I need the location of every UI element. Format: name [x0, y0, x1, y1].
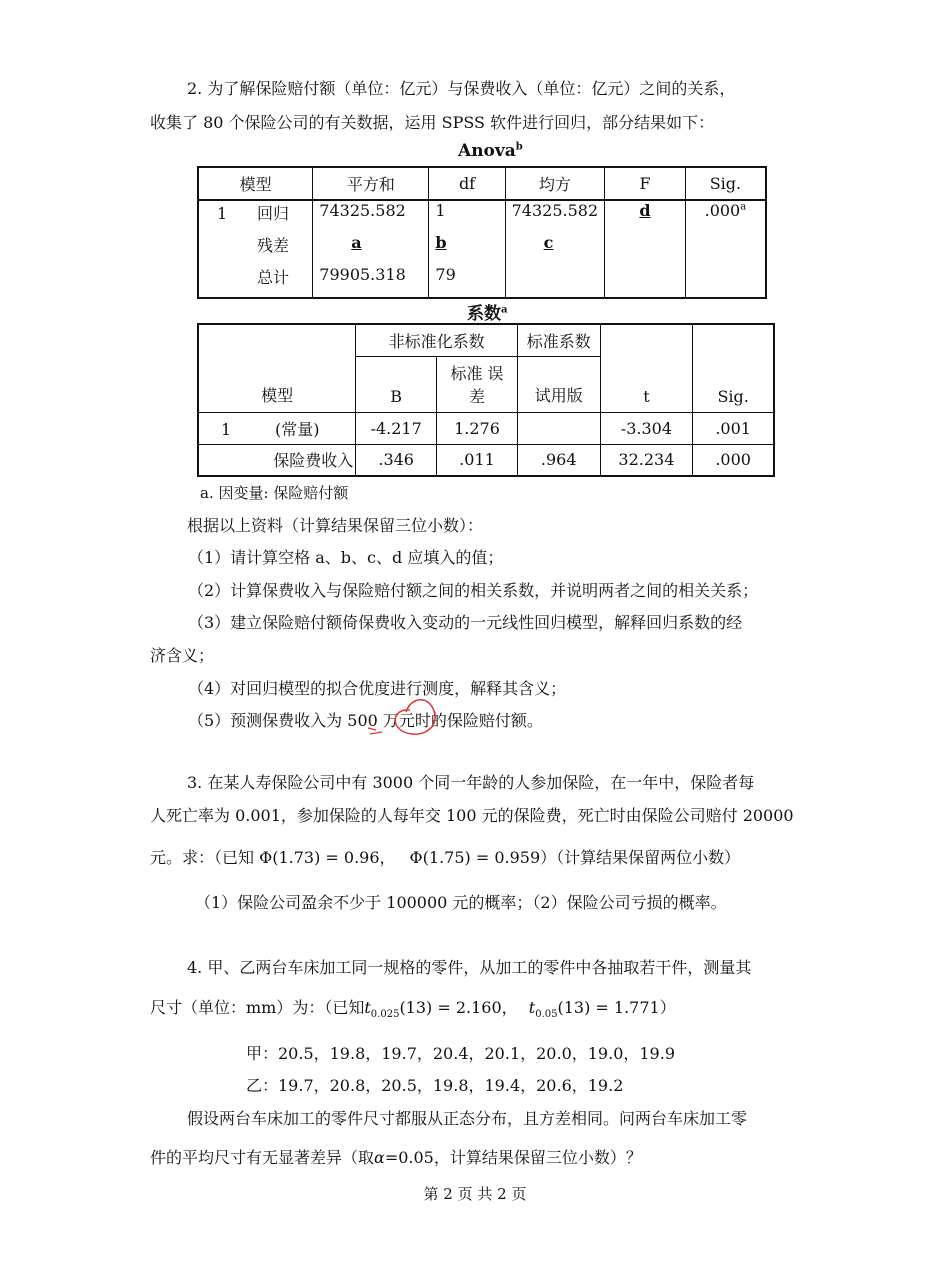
anova-df-regression: 1 — [429, 200, 505, 233]
q3-line2: 人死亡率为 0.001，参加保险的人每年交 100 元的保险费，死亡时由保险公司赔付 20000 — [150, 806, 794, 825]
coef-sig-constant: .001 — [693, 412, 774, 444]
q2-item-5: （5）预测保费收入为 500 万元时的保险赔付额。 — [188, 711, 543, 730]
coef-sig-premium: .000 — [693, 444, 774, 476]
anova-row-regression — [198, 200, 766, 233]
coef-label-premium: 保险费收入 — [198, 444, 356, 476]
q2-intro-line2: 收集了 80 个保险公司的有关数据，运用 SPSS 软件进行回归，部分结果如下： — [150, 113, 715, 132]
handwritten-circle-mark — [360, 690, 450, 750]
q3-line4: （1）保险公司盈余不少于 100000 元的概率；（2）保险公司亏损的概率。 — [195, 893, 727, 912]
anova-title: Anova$^b$ — [458, 141, 523, 161]
page-footer: 第 2 页 共 2 页 — [423, 1185, 527, 1203]
coef-beta-constant — [517, 412, 600, 444]
coef-header-model: 模型 — [198, 324, 356, 412]
anova-df-total: 79 — [429, 265, 505, 298]
coef-se-constant: 1.276 — [437, 412, 518, 444]
q2-item-1: （1）请计算空格 a、b、c、d 应填入的值； — [188, 548, 504, 567]
coef-model-cell: 1 (常量) — [198, 412, 356, 444]
anova-row-total — [198, 265, 766, 298]
anova-label-total: 总计 — [257, 268, 290, 287]
anova-header-f: F — [605, 167, 686, 200]
anova-ms-regression: 74325.582 — [505, 200, 605, 233]
q4-data-b: 乙：19.7，20.8，20.5，19.8，19.4，20.6，19.2 — [246, 1076, 624, 1095]
q2-item-3: （3）建立保险赔付额倚保费收入变动的一元线性回归模型，解释回归系数的经 — [188, 613, 743, 632]
anova-ss-regression: 74325.582 — [313, 200, 429, 233]
anova-header-model: 模型 — [198, 167, 313, 200]
q2-item-2: （2）计算保费收入与保险赔付额之间的相关系数，并说明两者之间的相关关系； — [188, 581, 759, 600]
anova-header-ms: 均方 — [505, 167, 605, 200]
q3-line3: 元。求：（已知 Φ(1.73) = 0.96， Φ(1.75) = 0.959）（计算结果保留两位小数） — [150, 848, 741, 867]
coef-header-beta: 试用版 — [517, 356, 600, 412]
coef-se-premium: .011 — [437, 444, 518, 476]
q4-line6: 件的平均尺寸有无显著差异（取α=0.05，计算结果保留三位小数）？ — [150, 1148, 642, 1167]
anova-ss-total: 79905.318 — [313, 265, 429, 298]
anova-header-sig: Sig. — [685, 167, 766, 200]
coef-header-sig: Sig. — [693, 324, 774, 412]
anova-f-blank-d: d — [639, 201, 651, 220]
coef-row-constant — [198, 412, 774, 444]
coef-beta-premium: .964 — [517, 444, 600, 476]
q2-item-3-cont: 济含义； — [150, 646, 215, 665]
coef-table — [197, 323, 775, 477]
q2-item-4: （4）对回归模型的拟合优度进行测度，解释其含义； — [188, 679, 567, 698]
anova-ss-blank-a: a — [351, 233, 362, 252]
q4-line5: 假设两台车床加工的零件尺寸都服从正态分布，且方差相同。问两台车床加工零 — [187, 1109, 748, 1128]
anova-row-residual — [198, 233, 766, 265]
coef-header-t: t — [600, 324, 693, 412]
anova-ms-blank-c: c — [543, 233, 554, 252]
coef-row-premium — [198, 444, 774, 476]
coef-b-constant: -4.217 — [356, 412, 437, 444]
coef-note: a. 因变量: 保险赔付额 — [200, 484, 349, 502]
coef-header-b: B — [356, 356, 437, 412]
q4-data-a: 甲：20.5，19.8，19.7，20.4，20.1，20.0，19.0，19.9 — [246, 1044, 676, 1063]
coef-t-constant: -3.304 — [600, 412, 693, 444]
anova-sig-regression: .000$^a$ — [685, 200, 766, 233]
q4-line2: 尺寸（单位：mm）为：（已知$t_{0.025}(13) = 2.160$， $t_{0.05}(13) = 1.771$） — [150, 998, 676, 1021]
anova-label-residual: 残差 — [257, 236, 290, 255]
anova-table — [197, 166, 767, 299]
q3-line1: 3. 在某人寿保险公司中有 3000 个同一年龄的人参加保险，在一年中，保险者每 — [187, 773, 755, 792]
anova-header-ss: 平方和 — [313, 167, 429, 200]
anova-df-blank-b: b — [435, 233, 447, 252]
anova-header-df: df — [429, 167, 505, 200]
coef-t-premium: 32.234 — [600, 444, 693, 476]
coef-title: 系数$^a$ — [467, 304, 508, 324]
coef-header-std: 标准系数 — [517, 324, 600, 356]
coef-b-premium: .346 — [356, 444, 437, 476]
q2-intro-line1: 2. 为了解保险赔付额（单位：亿元）与保费收入（单位：亿元）之间的关系， — [187, 79, 736, 98]
anova-model-cell: 1 回归 — [217, 204, 290, 223]
coef-header-unstd: 非标准化系数 — [356, 324, 518, 356]
coef-header-se: 标准 误差 — [437, 356, 518, 412]
q2-lead: 根据以上资料（计算结果保留三位小数）： — [187, 516, 484, 535]
q4-line1: 4. 甲、乙两台车床加工同一规格的零件，从加工的零件中各抽取若干件，测量其 — [187, 958, 752, 977]
